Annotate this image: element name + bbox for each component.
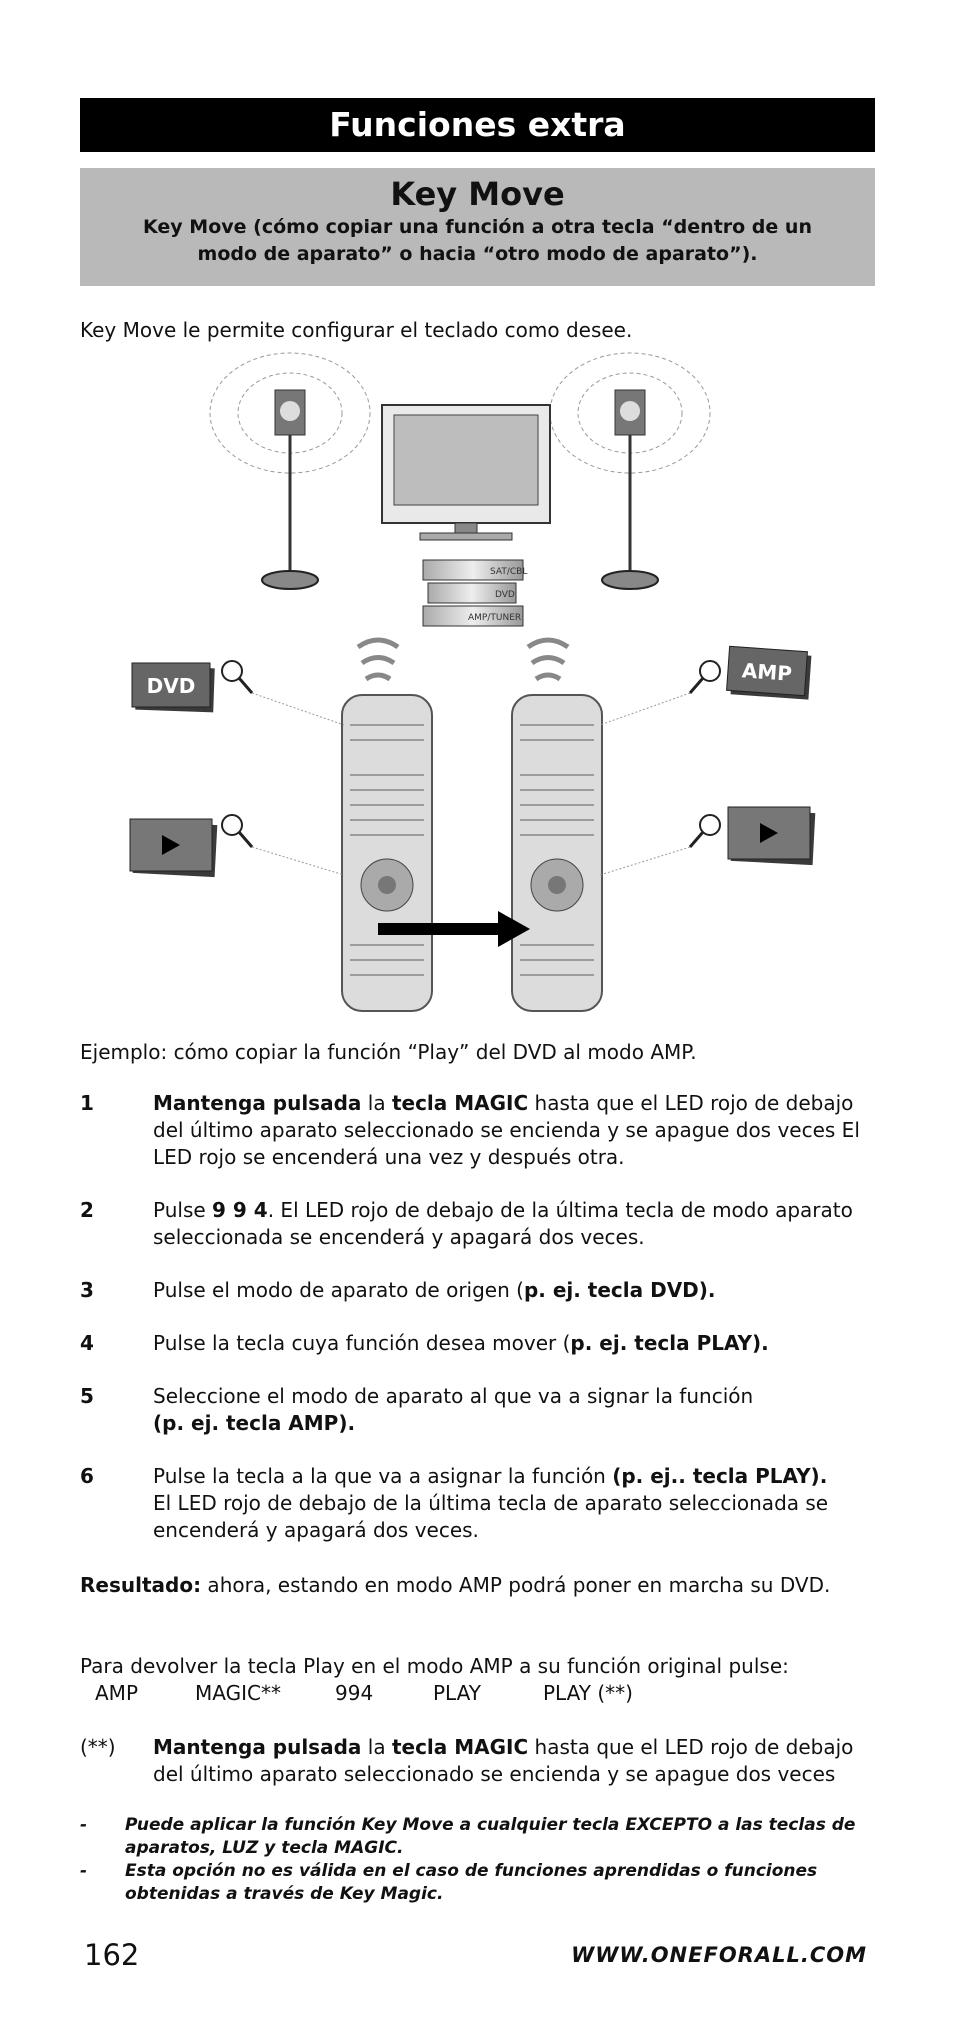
av-devices [423,560,527,626]
footnote [80,1734,880,1788]
example-text: Ejemplo: cómo copiar la función “Play” del DVD al modo AMP. [80,1040,697,1064]
step-text: Pulse 9 9 4. El LED rojo de debajo de la última tecla de modo aparato seleccionada se encenderá y apagará dos veces. [153,1198,853,1249]
dvd-key-label: DVD [146,674,196,698]
steps-list [80,1090,880,1570]
device-sat-label: SAT/CBL [490,567,528,577]
result-text: Resultado: ahora, estando en modo AMP podrá poner en marcha su DVD. [80,1573,831,1597]
step-text: Mantenga pulsada la tecla MAGIC hasta que el LED rojo de debajo del último aparato seleccionado se encienda y se apague dos veces El LED rojo se encenderá una vez y después otra. [153,1091,860,1169]
step-text: Pulse la tecla cuya función desea mover (p. ej. tecla PLAY). [153,1331,769,1355]
intro-text: Key Move le permite configurar el teclado como desee. [80,318,633,342]
left-speaker [210,353,370,589]
sequence-key: 994 [335,1681,374,1705]
page-banner: Funciones extra [80,98,875,152]
step-text: Seleccione el modo de aparato al que va a signar la función (p. ej. tecla AMP). [153,1384,754,1435]
step-item [80,1277,880,1304]
dvd-key [132,663,215,712]
device-amp-label: AMP/TUNER [468,613,522,623]
sequence-key: PLAY [433,1681,482,1705]
signal-waves [358,640,568,679]
step-item [80,1090,880,1171]
sequence-key: MAGIC** [195,1681,281,1705]
website-url: WWW.ONEFORALL.COM [571,1943,867,1967]
sequence-key: PLAY (**) [543,1681,633,1705]
footnote-label: (**) [80,1735,116,1759]
right-speaker [550,353,710,589]
step-item [80,1463,880,1544]
step-number: 1 [80,1091,94,1115]
left-remote [342,695,432,1011]
amp-key [727,646,812,699]
television [382,405,550,540]
list-item: - Puede aplicar la función Key Move a cualquier tecla EXCEPTO a las teclas de aparatos, LUZ y tecla MAGIC. [80,1815,856,1858]
key-sequence [95,1680,633,1707]
step-text: Pulse la tecla a la que va a asignar la función (p. ej.. tecla PLAY). El LED rojo de debajo de la última tecla de aparato seleccionada se encenderá y apagará dos veces. [153,1464,829,1542]
right-remote [512,695,602,1011]
restore-text: Para devolver la tecla Play en el modo AMP a su función original pulse: [80,1654,789,1678]
key-move-illustration [120,345,840,1015]
section-header [80,168,875,286]
step-number: 4 [80,1331,94,1355]
step-number: 3 [80,1278,94,1302]
play-key-left [130,819,217,877]
play-key-right [728,807,815,865]
step-item [80,1197,880,1251]
page-number: 162 [84,1938,140,1972]
device-dvd-label: DVD [495,590,515,600]
step-number: 5 [80,1384,94,1408]
step-item [80,1330,880,1357]
amp-key-label: AMP [741,658,793,686]
notes-list [80,1814,880,1906]
footnote-text: Mantenga pulsada la tecla MAGIC hasta que el LED rojo de debajo del último aparato seleccionado se encienda y se apague dos veces [153,1735,854,1786]
step-text: Pulse el modo de aparato de origen (p. ej. tecla DVD). [153,1278,716,1302]
list-item: - Esta opción no es válida en el caso de funciones aprendidas o funciones obtenidas a través de Key Magic. [80,1861,818,1904]
step-number: 6 [80,1464,94,1488]
section-title: Key Move [390,175,565,213]
sequence-key: AMP [95,1681,138,1705]
section-subtitle: Key Move (cómo copiar una función a otra tecla “dentro de un modo de aparato” o hacia “otro modo de aparato”). [143,216,812,265]
step-item [80,1383,880,1437]
step-number: 2 [80,1198,94,1222]
